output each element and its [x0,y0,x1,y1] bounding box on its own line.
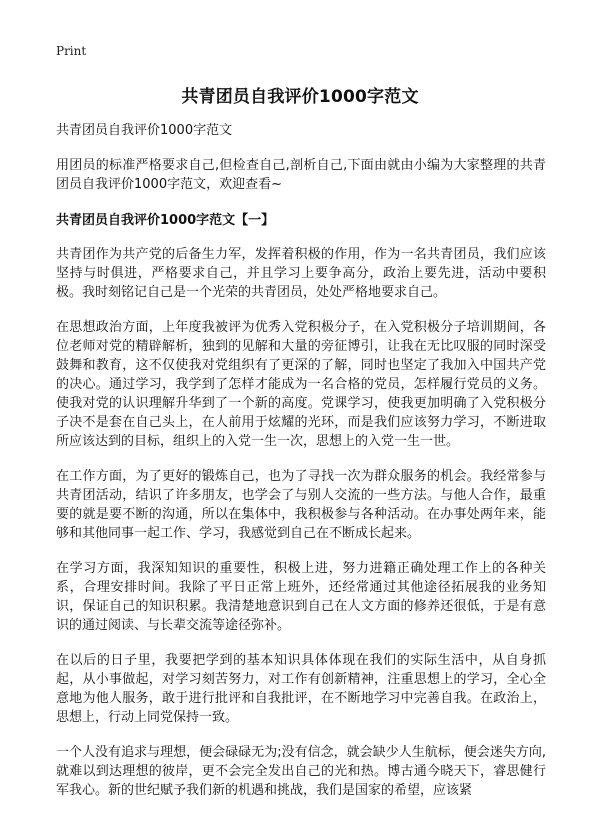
section-heading: 共青团员自我评价1000字范文【一】 [56,213,275,228]
document-body [56,121,546,816]
body-paragraph-4: 在学习方面，我深知知识的重要性，积极上进，努力进籍正确处理工作上的各种关系，合理安排时间。我除了平日正常上班外，还经常通过其他途径拓展我的业务知识，保证自己的知识积累。我清楚地意识到自己在人文方面的修养还很低，于是有意识的通过阅读、与长辈交流等途径弥补。 [56,561,546,633]
document-title: 共青团员自我评价1000字范文 [181,87,419,107]
subtitle-line: 共青团员自我评价1000字范文 [56,123,233,138]
body-paragraph-2: 在思想政治方面，上年度我被评为优秀入党积极分子，在入党积极分子培训期间，各位老师对党的精辟解析，独到的见解和大量的旁征博引，让我在无比叹服的同时深受鼓舞和教育，这不仅使我对党组织有了更深的了解，同时也坚定了我加入中国共产党的决心。通过学习，我学到了怎样才能成为一名合格的党员，怎样履行党员的义务。使我对党的认识理解升华到了一个新的高度。党课学习，使我更加明确了入党积极分子决不是套在自己头上，在人前用于炫耀的光环，而是我们应该努力学习，不断进取所应该达到的目标，组织上的入党一生一次，思想上的入党一生一世。 [56,320,546,449]
body-paragraph-3: 在工作方面，为了更好的锻炼自己，也为了寻找一次为群众服务的机会。我经常参与共青团活动，结识了许多朋友，也学会了与别人交流的一些方法。与他人合作，最重要的就是要不断的沟通，所以在集体中，我积极参与各种活动。在办事处两年来，能够和其他同事一起工作、学习，我感觉到自己在不断成长起来。 [56,469,546,541]
body-paragraph-1: 共青团作为共产党的后备生力军，发挥着积极的作用，作为一名共青团员，我们应该坚持与时俱进，严格要求自己，并且学习上要争高分，政治上要先进，活动中要积极。我时刻铭记自己是一个光荣的共青团员，处处严格地要求自己。 [56,247,546,300]
intro-paragraph: 用团员的标准严格要求自己,但检查自己,剖析自己,下面由就由小编为大家整理的共青团员自我评价1000字范文，欢迎查看~ [56,158,546,192]
body-paragraph-6: 一个人没有追求与理想，便会碌碌无为;没有信念，就会缺少人生航标，便会迷失方向,就难以到达理想的彼岸，更不会完全发出自己的光和热。博古通今晓天下，睿思健行军我心。新的世纪赋予我们新的机遇和挑战，我们是国家的希望，应该紧 [56,745,546,798]
body-paragraph-5: 在以后的日子里，我要把学到的基本知识具体体现在我们的实际生活中，从自身抓起，从小事做起，对学习刻苦努力，对工作有创新精神，注重思想上的学习，全心全意地为他人服务，敢于进行批评和自我批评，在不断地学习中完善自我。在政治上，思想上，行动上同党保持一致。 [56,653,546,725]
print-link[interactable]: Print [56,44,87,58]
